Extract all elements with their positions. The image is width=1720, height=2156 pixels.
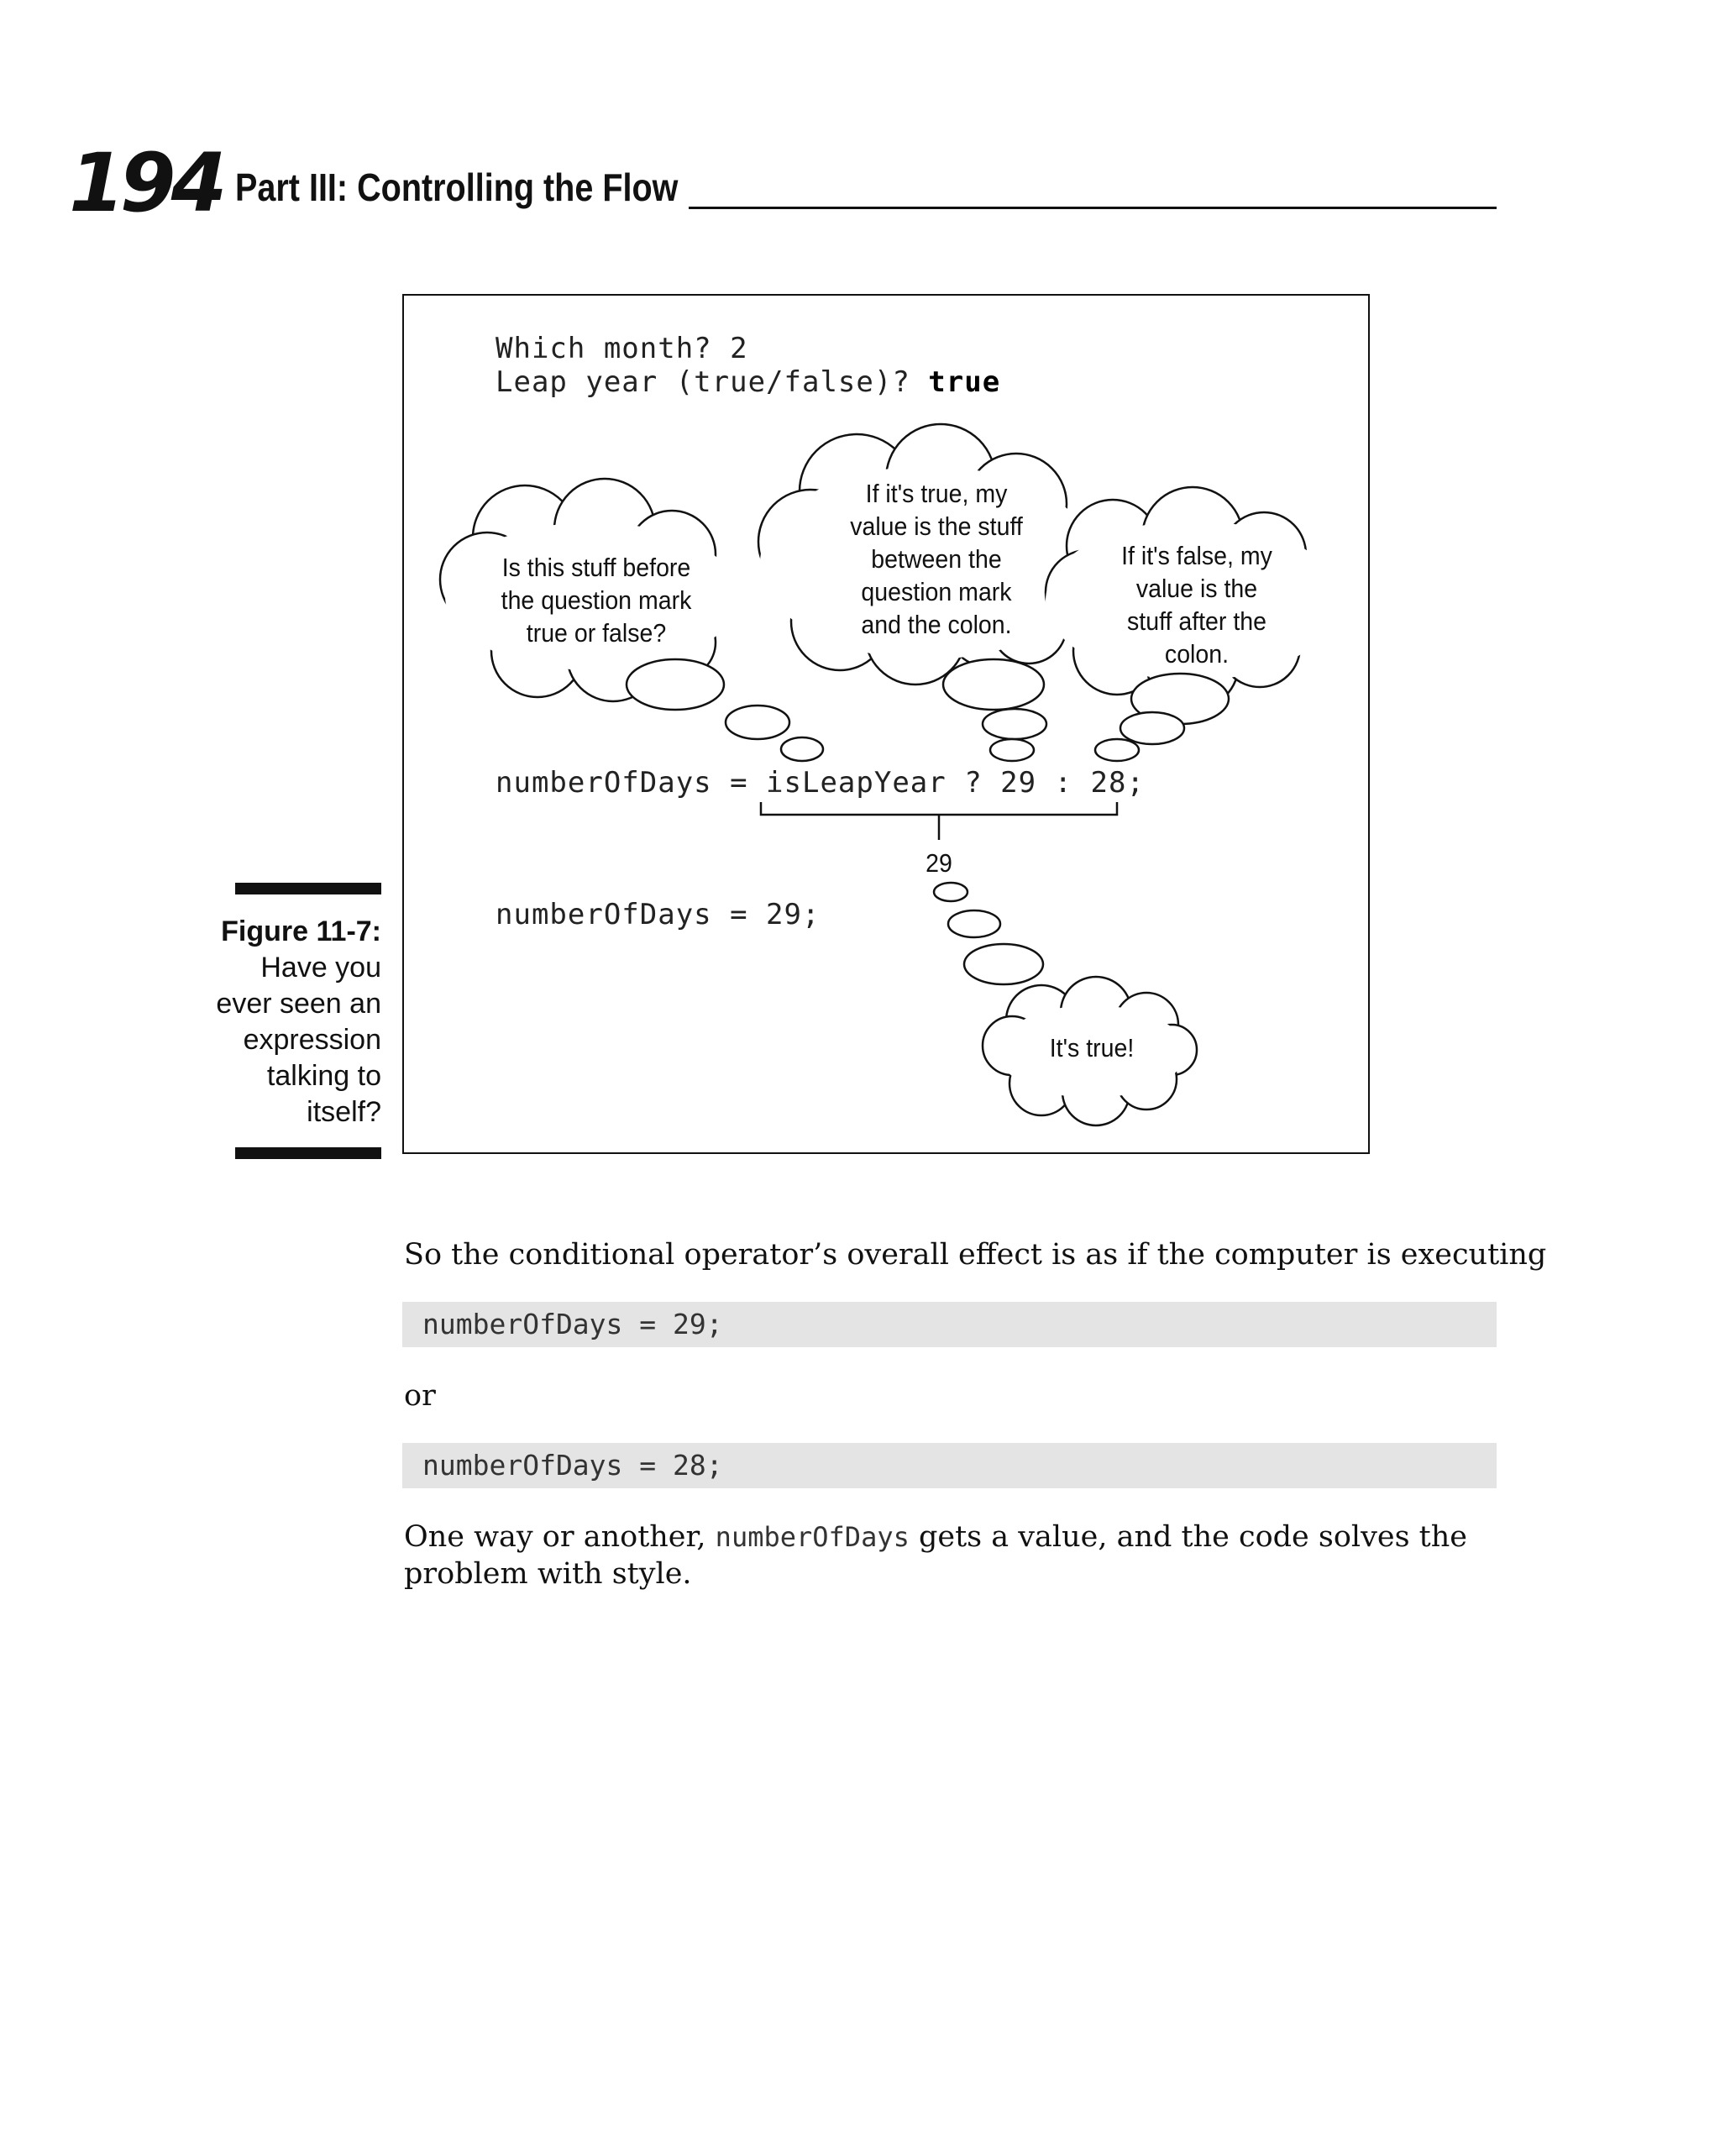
prompt-leap-label: Leap year (true/false)? [496,365,929,399]
caption-line: talking to [266,1060,381,1092]
conditional-expression: numberOfDays = isLeapYear ? 29 : 28; [496,766,1145,800]
bubble-line: value is the stuff [850,511,1023,541]
inline-code: numberOfDays [715,1521,910,1553]
caption-line: expression [243,1024,381,1056]
bubble-middle-text [816,477,1056,641]
thought-trail-left [726,706,823,761]
bubble-line: true or false? [526,618,667,648]
bubble-left-text [480,551,712,649]
prompt-leap-year [496,365,1001,399]
bubble-right-text [1085,539,1309,670]
bubble-line: If it's false, my [1121,541,1272,570]
bubble-line: between the [871,544,1002,574]
bubble-line: question mark [861,577,1012,606]
bubble-bottom-text: It's true! [1049,1033,1135,1062]
caption-line: itself? [307,1096,381,1128]
caption-label: Figure 11-7: [221,915,381,947]
expression-bracket [761,802,1117,840]
thought-trail-bottom [934,883,1043,984]
assignment-statement: numberOfDays = 29; [496,898,821,931]
caption-line: Have you [260,952,381,984]
bubble-line: Is this stuff before [501,553,691,582]
bubble-line: and the colon. [861,610,1012,639]
bubble-line: colon. [1164,639,1230,669]
thought-trail-right [1095,712,1184,761]
bubble-line: value is the [1135,574,1258,603]
paragraph-3 [404,1519,1504,1592]
code-block-1: numberOfDays = 29; [402,1302,1497,1347]
paragraph-1: So the conditional operator’s overall effect is as if the computer is executing [404,1238,1547,1272]
bubble-line: stuff after the [1127,606,1266,636]
caption-line: ever seen an [216,988,381,1020]
paragraph-3-line-1 [404,1519,1504,1555]
paragraph-3-line-2: problem with style. [404,1557,692,1591]
result-value: 29 [926,848,952,878]
bubble-line: If it's true, my [865,479,1008,508]
code-block-2: numberOfDays = 28; [402,1443,1497,1488]
prompt-leap-answer: true [928,365,1001,399]
prompt-month: Which month? 2 [496,332,748,365]
bubble-line: the question mark [501,585,692,615]
paragraph-or: or [404,1379,436,1413]
page-number: 194 [69,136,223,230]
part-title: Part III: Controlling the Flow [235,165,679,209]
paragraph-3-text: One way or another, [404,1520,716,1554]
thought-trail-middle [983,709,1046,761]
paragraph-3-text: gets a value, and the code solves the [909,1520,1468,1554]
